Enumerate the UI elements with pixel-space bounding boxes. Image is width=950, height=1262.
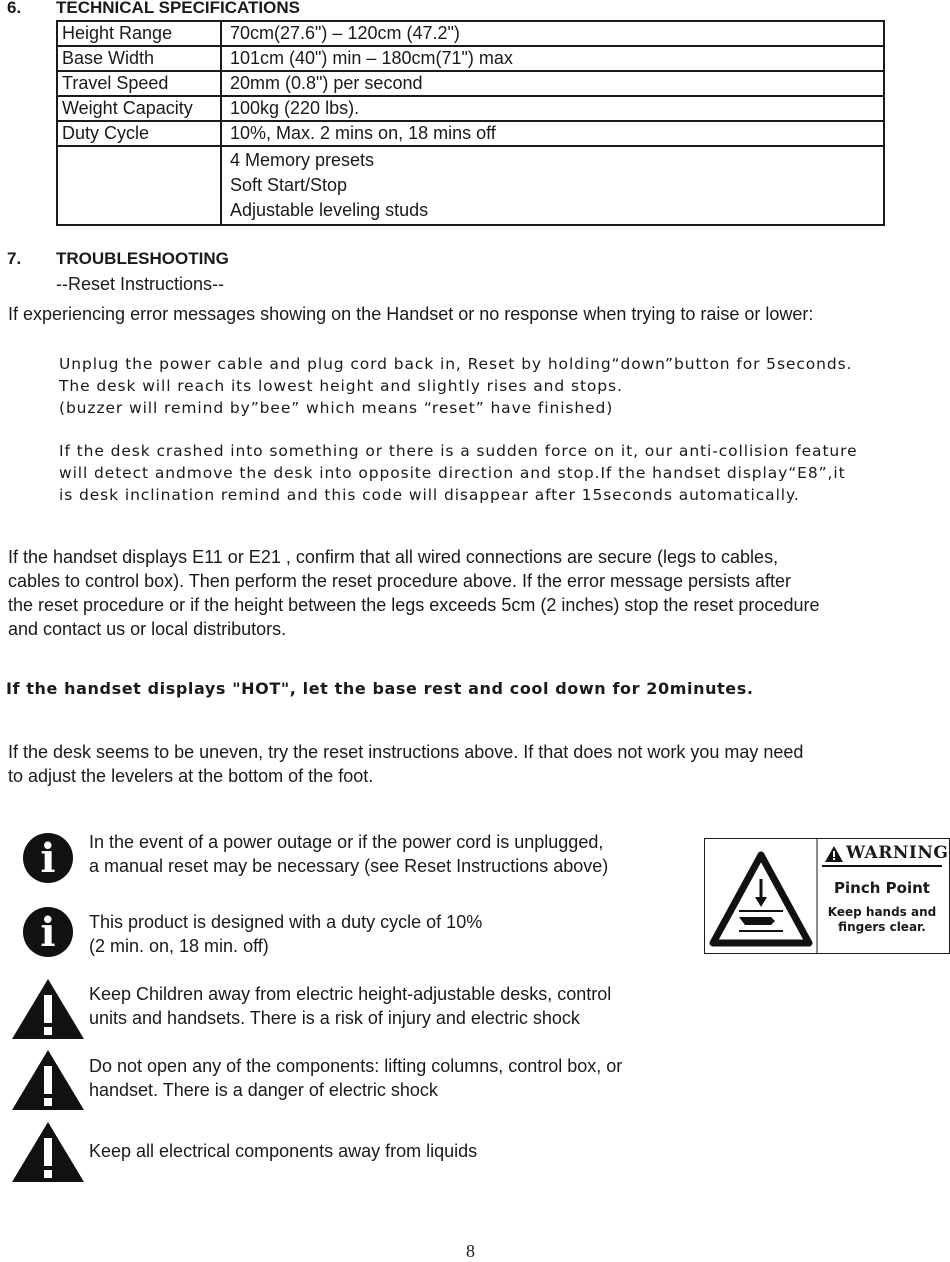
- feature-list: [221, 146, 884, 225]
- spec-value: 100kg (220 lbs).: [221, 96, 884, 121]
- collision-line: will detect andmove the desk into opposite direction and stop.If the handset display“E8”,it: [59, 464, 846, 482]
- spec-value: 70cm(27.6") – 120cm (47.2"): [221, 21, 884, 46]
- spec-key: Height Range: [57, 21, 221, 46]
- note-components: [89, 1054, 622, 1102]
- warning-line: fingers clear.: [838, 920, 926, 934]
- note-line: This product is designed with a duty cycle of 10%: [89, 912, 483, 932]
- note-duty-cycle: [89, 910, 482, 958]
- feature-item: Soft Start/Stop: [230, 175, 348, 195]
- reset-instructions: [59, 353, 852, 419]
- warning-icon: [10, 1120, 86, 1184]
- pinch-point-warning-label: [704, 838, 950, 954]
- note-line: a manual reset may be necessary (see Reset Instructions above): [89, 856, 609, 876]
- spec-key: Travel Speed: [57, 71, 221, 96]
- feature-item: 4 Memory presets: [230, 150, 375, 170]
- note-children: [89, 982, 611, 1030]
- spec-value: 10%, Max. 2 mins on, 18 mins off: [221, 121, 884, 146]
- collision-line: If the desk crashed into something or there is a sudden force on it, our anti-collision feature: [59, 442, 858, 460]
- info-icon: i: [23, 833, 73, 883]
- error-line: If the handset displays E11 or E21 , confirm that all wired connections are secure (legs to cables,: [8, 547, 779, 567]
- uneven-line: If the desk seems to be uneven, try the reset instructions above. If that does not work you may need: [8, 742, 804, 762]
- spec-row: [57, 121, 884, 146]
- section-subtitle: --Reset Instructions--: [56, 274, 225, 294]
- reset-line: (buzzer will remind by”bee” which means “reset” have finished): [59, 399, 614, 417]
- warning-heading: Pinch Point: [834, 879, 930, 897]
- note-line: handset. There is a danger of electric shock: [89, 1080, 438, 1100]
- section-title: TROUBLESHOOTING: [56, 249, 229, 268]
- collision-line: is desk inclination remind and this code will disappear after 15seconds automatically.: [59, 486, 800, 504]
- warning-line: Keep hands and: [827, 905, 937, 919]
- spec-row: [57, 71, 884, 96]
- reset-line: Unplug the power cable and plug cord back in, Reset by holding“down”button for 5seconds.: [59, 355, 853, 373]
- spec-key: Base Width: [57, 46, 221, 71]
- warning-icon: [10, 977, 86, 1041]
- note-line: (2 min. on, 18 min. off): [89, 936, 269, 956]
- error-line: cables to control box). Then perform the reset procedure above. If the error message persists after: [8, 571, 792, 591]
- spec-key: Duty Cycle: [57, 121, 221, 146]
- uneven-text: [8, 740, 803, 788]
- note-liquids: [89, 1139, 477, 1163]
- section-number: 7.: [7, 249, 22, 268]
- spec-row-features: [57, 146, 884, 225]
- info-icon: i: [23, 907, 73, 957]
- warning-title: WARNING: [846, 843, 949, 863]
- reset-line: The desk will reach its lowest height and slightly rises and stops.: [59, 377, 623, 395]
- note-line: units and handsets. There is a risk of injury and electric shock: [89, 1008, 580, 1028]
- spec-value: 101cm (40") min – 180cm(71") max: [221, 46, 884, 71]
- spec-key: Weight Capacity: [57, 96, 221, 121]
- spec-row: [57, 96, 884, 121]
- error-line: the reset procedure or if the height between the legs exceeds 5cm (2 inches) stop the reset procedure: [8, 595, 820, 615]
- spec-value: 20mm (0.8") per second: [221, 71, 884, 96]
- note-line: Keep all electrical components away from liquids: [89, 1141, 478, 1161]
- note-line: In the event of a power outage or if the power cord is unplugged,: [89, 832, 604, 852]
- intro-text: If experiencing error messages showing on the Handset or no response when trying to raise or lower:: [8, 304, 814, 324]
- spec-row: [57, 21, 884, 46]
- uneven-line: to adjust the levelers at the bottom of the foot.: [8, 766, 374, 786]
- section-number: 6.: [7, 0, 22, 17]
- spec-table: [56, 20, 885, 226]
- feature-item: Adjustable leveling studs: [230, 200, 429, 220]
- alert-triangle-icon: [824, 845, 844, 863]
- note-line: Do not open any of the components: lifting columns, control box, or: [89, 1056, 623, 1076]
- warning-message: [822, 905, 942, 935]
- warning-header: [822, 843, 949, 867]
- spec-row: [57, 46, 884, 71]
- error-line: and contact us or local distributors.: [8, 619, 287, 639]
- section-title: TECHNICAL SPECIFICATIONS: [56, 0, 300, 17]
- warning-icon: [10, 1048, 86, 1112]
- note-line: Keep Children away from electric height-adjustable desks, control: [89, 984, 612, 1004]
- hot-warning-text: If the handset displays "HOT", let the base rest and cool down for 20minutes.: [6, 679, 754, 698]
- collision-text: [59, 440, 858, 506]
- page-number: 8: [466, 1241, 475, 1261]
- error-text: [8, 545, 819, 641]
- spec-key-empty: [57, 146, 221, 225]
- note-power-outage: [89, 830, 608, 878]
